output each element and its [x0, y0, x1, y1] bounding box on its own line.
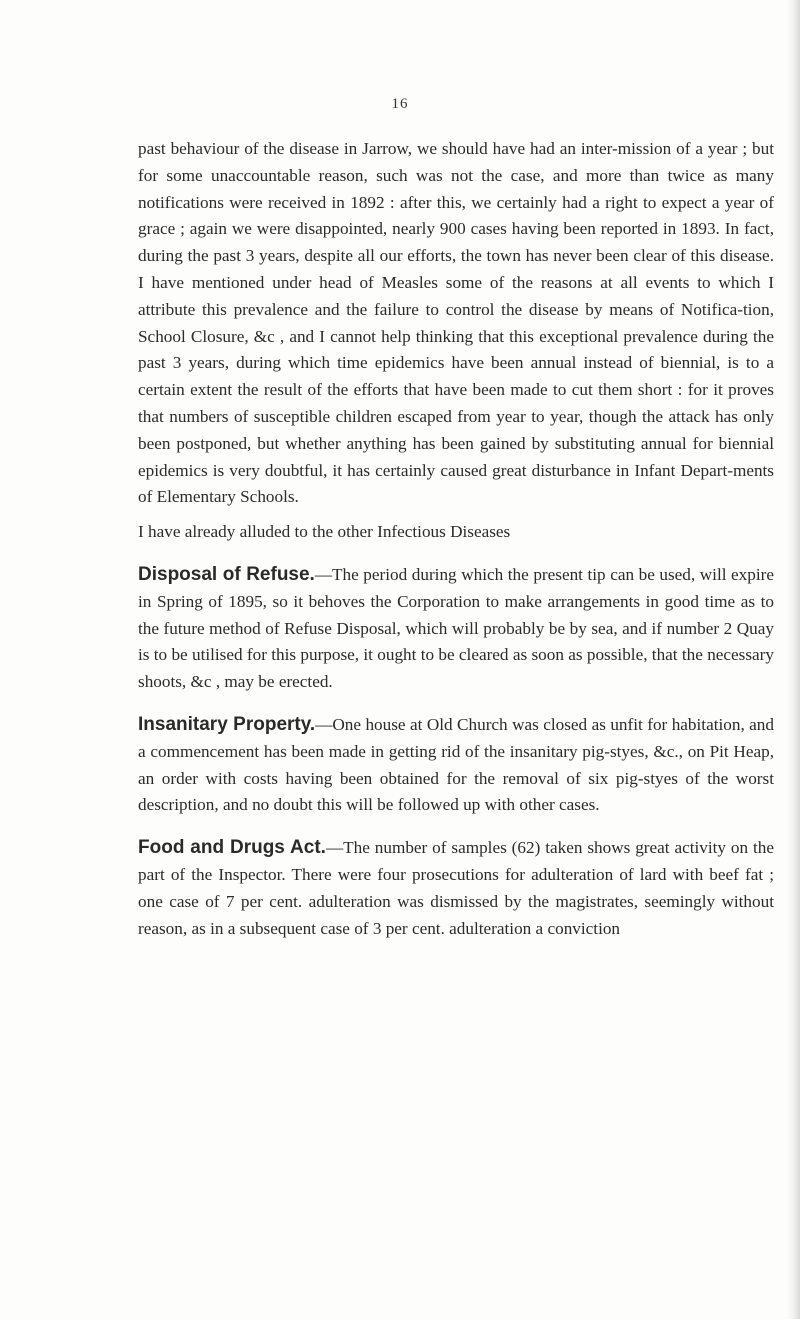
paragraph-measles-continuation: past behaviour of the disease in Jarrow, we should have had an inter-mission of a year ; but for some unaccountable reason, such was not the case, and more than twice as many notifications were received in 1892 : after this, we certainly had a right to expect a year of grace ; again we were disappointed, nearly 900 cases having been reported in 1893. In fact, during the past 3 years, despite all our efforts, the town has never been clear of this disease. I have mentioned under head of Measles some of the reasons at all events to which I attribute this prevalence and the failure to control the disease by means of Notifica-tion, School Closure, &c , and I cannot help thinking that this exceptional prevalence during the past 3 years, during which time epidemics have been annual instead of biennial, is to a certain extent the result of the efforts that have been made to cut them short : for it proves that numbers of susceptible children escaped from year to year, though the attack has only been postponed, but whether anything has been gained by substituting annual for biennial epidemics is very doubtful, it has certainly caused great disturbance in Infant Depart-ments of Elementary Schools. — [138, 139, 774, 507]
heading-insanitary-property: Insanitary Property. — [138, 713, 316, 735]
text-insanitary-property: —One house at Old Church was closed as unfit for habitation, and a commencement has been made in getting rid of the insanitary pig-styes, &c., on Pit Heap, an order with costs having been obtained for the removal of six pig-styes of the worst description, and no doubt this will be followed up with other cases. — [138, 714, 774, 815]
heading-food-and-drugs-act: Food and Drugs Act. — [138, 837, 326, 859]
page-edge-shadow — [786, 0, 800, 1319]
paragraph-infectious-diseases: I have already alluded to the other Infectious Diseases — [138, 522, 511, 542]
section-food-and-drugs-act — [138, 835, 774, 942]
page-number: 16 — [391, 96, 409, 112]
page-body — [138, 136, 774, 942]
section-insanitary-property — [138, 712, 774, 819]
text-food-and-drugs-act: —The number of samples (62) taken shows great activity on the part of the Inspector. There were four prosecutions for adulteration of lard with beef fat ; one case of 7 per cent. adulteration was dismissed by the magistrates, seemingly without reason, as in a subsequent case of 3 per cent. adulteration a conviction — [138, 838, 775, 938]
heading-disposal-of-refuse: Disposal of Refuse. — [138, 563, 315, 585]
text-disposal-of-refuse: —The period during which the present tip can be used, will expire in Spring of 1895, so it behoves the Corporation to make arrangements in good time as to the future method of Refuse Disposal, which will probably be by sea, and if number 2 Quay is to be utilised for this purpose, it ought to be cleared as soon as possible, that the necessary shoots, &c , may be erected. — [138, 564, 774, 692]
section-disposal-of-refuse — [138, 562, 774, 696]
